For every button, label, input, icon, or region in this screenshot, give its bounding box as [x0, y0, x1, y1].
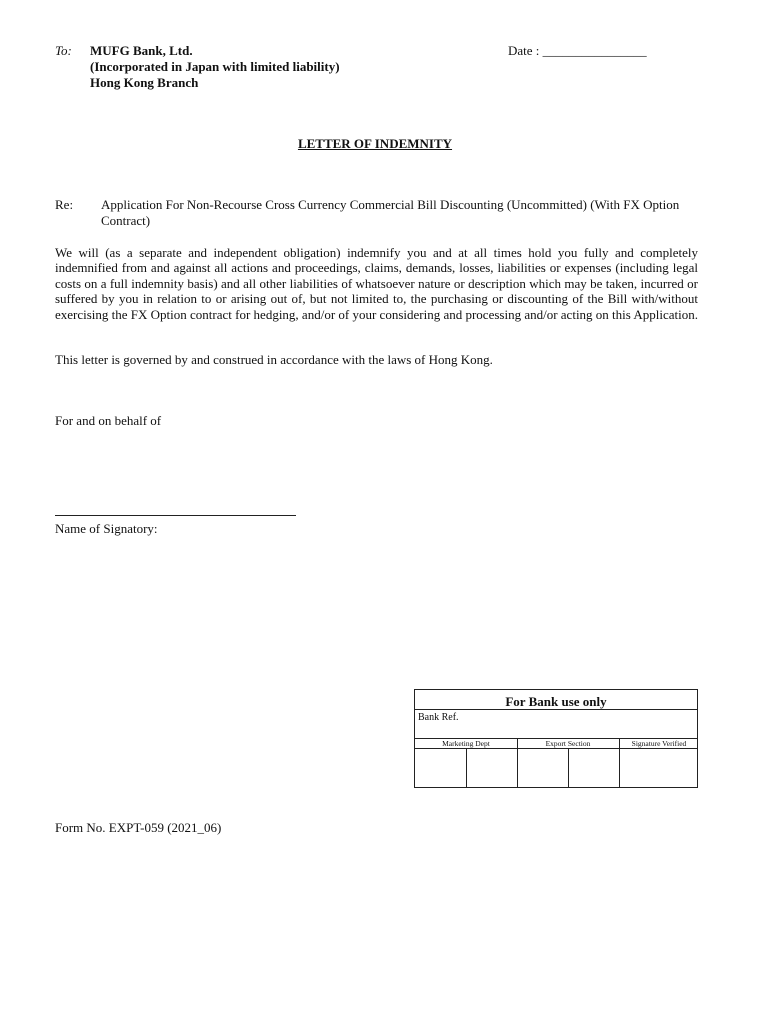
document-title: LETTER OF INDEMNITY: [297, 136, 453, 151]
to-label: To:: [55, 43, 72, 58]
col-export-section: Export Section: [545, 739, 591, 748]
addressee-line-branch: Hong Kong Branch: [90, 75, 199, 90]
cell-divider-1: [466, 748, 467, 787]
signature-line: [55, 505, 296, 516]
date-field: Date : ________________: [508, 43, 647, 58]
re-label: Re:: [55, 197, 74, 212]
col-signature-verified: Signature Verified: [631, 739, 687, 748]
bank-ref-label: Bank Ref.: [418, 712, 459, 723]
bank-column-divider: [415, 748, 697, 749]
cell-divider-3: [568, 748, 569, 787]
cell-divider-4: [619, 738, 620, 787]
addressee-line-incorporation: (Incorporated in Japan with limited liability): [90, 59, 340, 74]
col-marketing-dept: Marketing Dept: [442, 739, 490, 748]
on-behalf-label: For and on behalf of: [55, 413, 162, 428]
governing-law-paragraph: This letter is governed by and construed in accordance with the laws of Hong Kong.: [55, 352, 493, 367]
form-number: Form No. EXPT-059 (2021_06): [55, 820, 222, 835]
cell-divider-2: [517, 738, 518, 787]
signatory-name-label: Name of Signatory:: [55, 521, 158, 536]
indemnity-paragraph: We will (as a separate and independent obligation) indemnify you and at all times hold you fully and completely indemnified from and against all actions and proceedings, claims, demands, losses, liabilities or expenses (including legal costs on a full indemnity basis) and all other liabilities of whatsoever nature or description which may be taken, incurred or suffered by you in relation to or arising out of, but not limited to, the purchasing or discounting of the Bill with/without exercising the FX Option contract for hedging, and/or of your considering and processing and/or acting on this Application.: [55, 245, 698, 322]
bank-use-box: [414, 689, 698, 788]
re-subject: Application For Non-Recourse Cross Currency Commercial Bill Discounting (Uncommitted) (With FX Option Contract): [101, 197, 680, 228]
bank-use-header: For Bank use only: [415, 690, 697, 710]
addressee-block: [90, 43, 340, 91]
addressee-line-bank: MUFG Bank, Ltd.: [90, 43, 193, 58]
